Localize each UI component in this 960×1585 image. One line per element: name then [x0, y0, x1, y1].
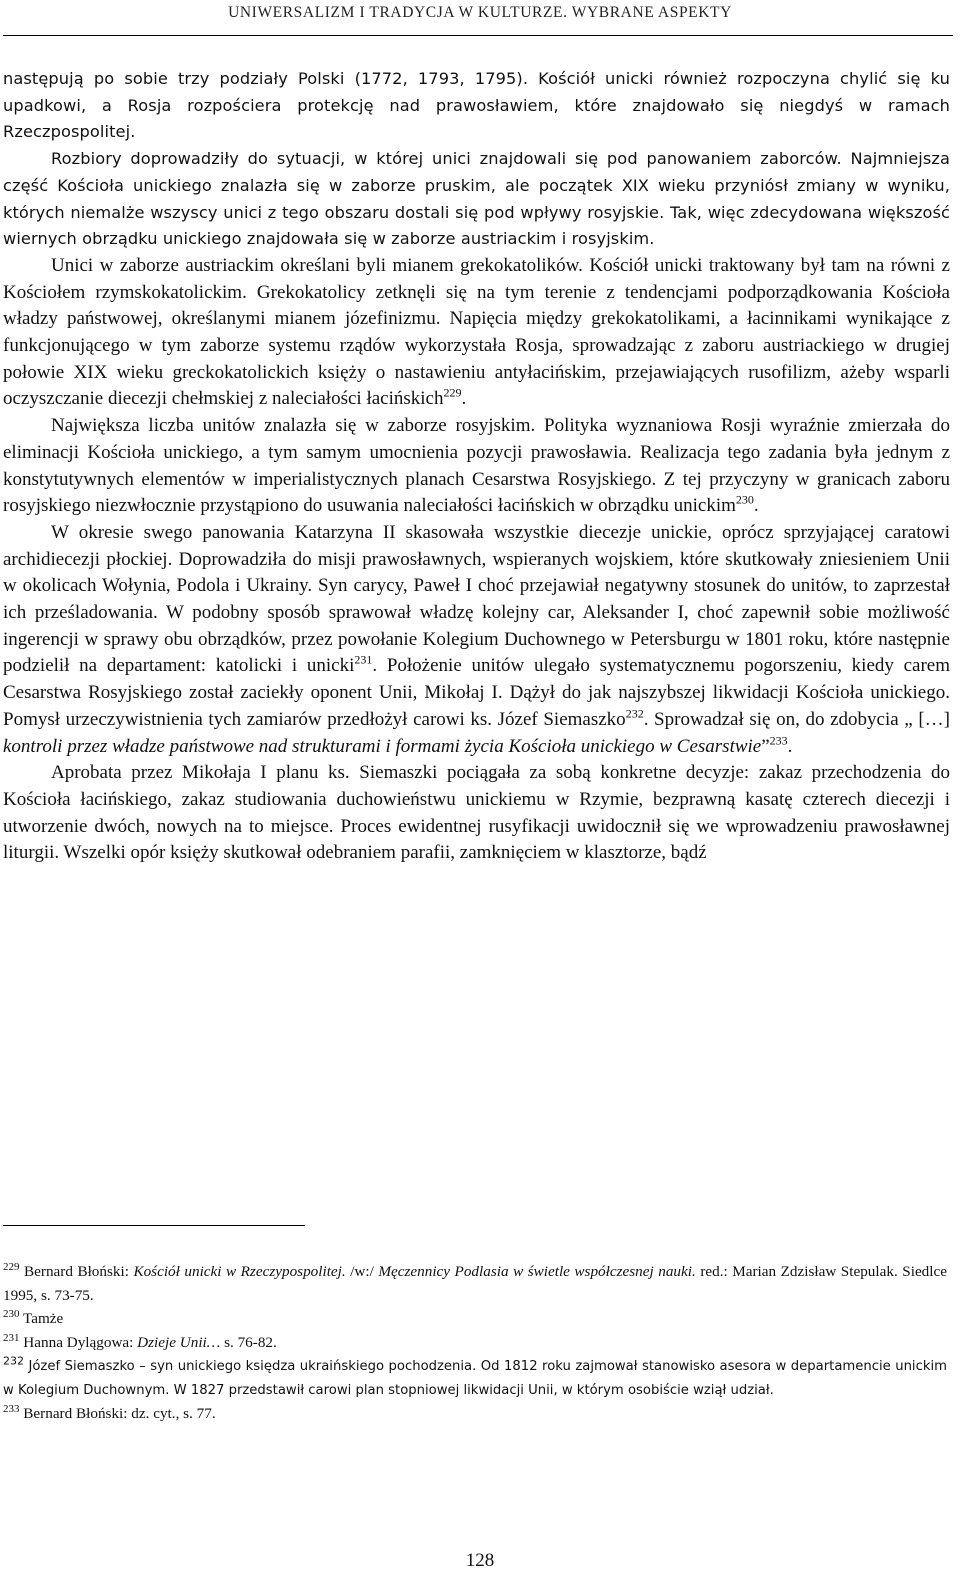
paragraph-2-text: Unici w zaborze austriackim określani byli mianem grekokatolików. Kościół unicki traktowany był tam na równi z Kościołem rzymskokatolickim. Grekokatolicy zetknęli się na tym terenie z tendencjami podporządkowania Kościoła władzy państwowej, określanymi mianem józefinizmu. Napięcia między grekokatolikami, a łacinnikami wynikające z funkcjonującego w tym zaborze systemu rządów wykorzystała Rosja, sprowadzając z zaboru austriackiego w drugiej połowie XIX wieku greckokatolickich księży o nastawieniu antyłacińskim, przejawiających rusofilizm, ażeby wsparli oczyszczanie diecezji chełmskiej z naleciałości łacińskich: [3, 254, 950, 410]
footnote-number: 231: [3, 1332, 20, 1345]
footnote-number: 229: [3, 1260, 20, 1273]
footnotes: [3, 1260, 947, 1426]
paragraph-5: Aprobata przez Mikołaja I planu ks. Siemaszki pociągała za sobą konkretne decyzje: zakaz przechodzenia do Kościoła łacińskiego, zakaz studiowania duchowieństwu unickiemu w Rzymie, bezprawną kasatę czterech diecezji i utworzenie dwóch, nowych na to miejsce. Proces ewidentnej rusyfikacji uwidocznił się we wprowadzeniu prawosławnej liturgii. Wszelki opór księży skutkował odebraniem parafii, zamknięciem w klasztorze, bądź: [3, 762, 950, 864]
running-header: UNIWERSALIZM I TRADYCJA W KULTURZE. WYBRANE ASPEKTY: [228, 4, 732, 21]
paragraph-3-text: Największa liczba unitów znalazła się w zaborze rosyjskim. Polityka wyznaniowa Rosji wyraźnie zmierzała do eliminacji Kościoła unickiego, a tym samym umocnienia pozycji prawosławia. Realizacja tego zadania była jednym z konstytutywnych elementów w imperialistycznych planach Cesarstwa Rosyjskiego. Z tej przyczyny w granicach zaboru rosyjskiego niezwłocznie przystąpiono do usuwania naleciałości łacińskich w obrządku unickim: [3, 415, 950, 517]
footnote-ref-233[interactable]: 233: [769, 733, 788, 748]
paragraph-2-end: .: [461, 388, 467, 410]
footnote-title: Dzieje Unii…: [137, 1334, 221, 1352]
footnote-number: 230: [3, 1308, 20, 1321]
footnote-book-title: Męczennicy Podlasia w świetle współczesnej nauki.: [378, 1263, 696, 1280]
footnote-229: [3, 1260, 947, 1307]
footnote-ref-230[interactable]: 230: [735, 492, 754, 507]
footnote-233: [3, 1402, 947, 1426]
footnote-number: 233: [3, 1403, 20, 1416]
paragraph-3-end: .: [753, 495, 759, 517]
paragraph-4-text-2: . Położenie unitów ulegało systematycznemu pogorszeniu, kiedy carem Cesarstwa Rosyjskiego został zaciekły oponent Unii, Mikołaj I. Dążył do jak najszybszej likwidacji Kościoła unickiego. Pomysł urzeczywistnienia tych zamiarów przedłożył carowi ks. Józef Siemaszko: [3, 655, 950, 730]
paragraph-1b: Rozbiory doprowadziły do sytuacji, w której unici znajdowali się pod panowaniem zaborców. Najmniejsza część Kościoła unickiego znalazła się w zaborze pruskim, ale początek XIX wieku przyniósł zmiany w wyniku, których niemalże wszyscy unici z tego obszaru dostali się pod wpływy rosyjskie. Tak, więc zdecydowana większość wiernych obrządku unickiego znajdowała się w zaborze austriackim i rosyjskim.: [3, 149, 950, 249]
page-number: 128: [465, 1550, 495, 1571]
paragraph-4-quote: kontroli przez władze państwowe nad strukturami i formami życia Kościoła unickiego w Cesarstwie: [3, 735, 762, 757]
footnote-231: [3, 1331, 947, 1355]
footnote-number: 232: [3, 1354, 24, 1368]
footnote-232: [3, 1355, 947, 1402]
footnote-ref-232[interactable]: 232: [625, 706, 644, 721]
header-divider: [3, 35, 953, 36]
paragraph-3: [3, 413, 950, 520]
footnote-title: Kościół unicki w Rzeczypospolitej.: [133, 1263, 346, 1280]
footnote-text: Józef Siemaszko – syn unickiego księdza ukraińskiego pochodzenia. Od 1812 roku zajmował stanowisko asesora w departamencie unickim w Kolegium Duchownym. W 1827 przedstawił carowi plan stopniowej likwidacji Unii, w którym osobiście wziął udział.: [3, 1358, 947, 1398]
footnote-ref-229[interactable]: 229: [443, 386, 462, 401]
footnote-divider: [3, 1225, 305, 1226]
footnote-text: /w:/: [345, 1263, 379, 1280]
footnote-230: [3, 1307, 947, 1331]
paragraph-4-text-5: .: [787, 735, 793, 757]
paragraph-4-text-4: ”: [761, 735, 770, 757]
footnote-text: Bernard Błoński:: [19, 1263, 134, 1280]
footnote-text: Hanna Dylągowa:: [19, 1334, 138, 1352]
paragraph-4-text-1: W okresie swego panowania Katarzyna II skasowała wszystkie diecezje unickie, oprócz sprzyjającej caratowi archidiecezji płockiej. Doprowadziła do misji prawosławnych, wspieranych wojskiem, które skutkowały zniesieniem Unii w okolicach Wołynia, Podola i Ukrainy. Syn carycy, Paweł I choć przejawiał negatywny stosunek do unitów, to zaprzestał ich prześladowania. W podobny sposób sprawował władzę kolejny car, Aleksander I, choć zapewnił sobie możliwość ingerencji w sprawy obu obrządków, przez powołanie Kolegium Duchownego w Petersburgu w 1801 roku, które następnie podzielił na departament: katolicki i unicki: [3, 521, 950, 677]
footnote-text: red.: Marian Zdzisław Stepulak. Siedlce 1995, s. 73-75.: [3, 1263, 947, 1304]
main-text: [3, 66, 950, 867]
footnote-ref-231[interactable]: 231: [354, 653, 373, 668]
footnote-text: s. 76-82.: [220, 1334, 277, 1352]
footnote-text: Tamże: [19, 1310, 64, 1328]
paragraph-4-text-3: . Sprowadzał się on, do zdobycia „ […]: [643, 708, 950, 730]
paragraph-2: [3, 253, 950, 413]
footnote-text: Bernard Błoński: dz. cyt., s. 77.: [19, 1405, 216, 1423]
paragraph-4: [3, 520, 950, 760]
paragraph-1a: następują po sobie trzy podziały Polski (1772, 1793, 1795). Kościół unicki również rozpoczyna chylić się ku upadkowi, a Rosja rozpościera protekcję nad prawosławiem, które znajdowało się niegdyś w ramach Rzeczpospolitej.: [3, 69, 950, 142]
